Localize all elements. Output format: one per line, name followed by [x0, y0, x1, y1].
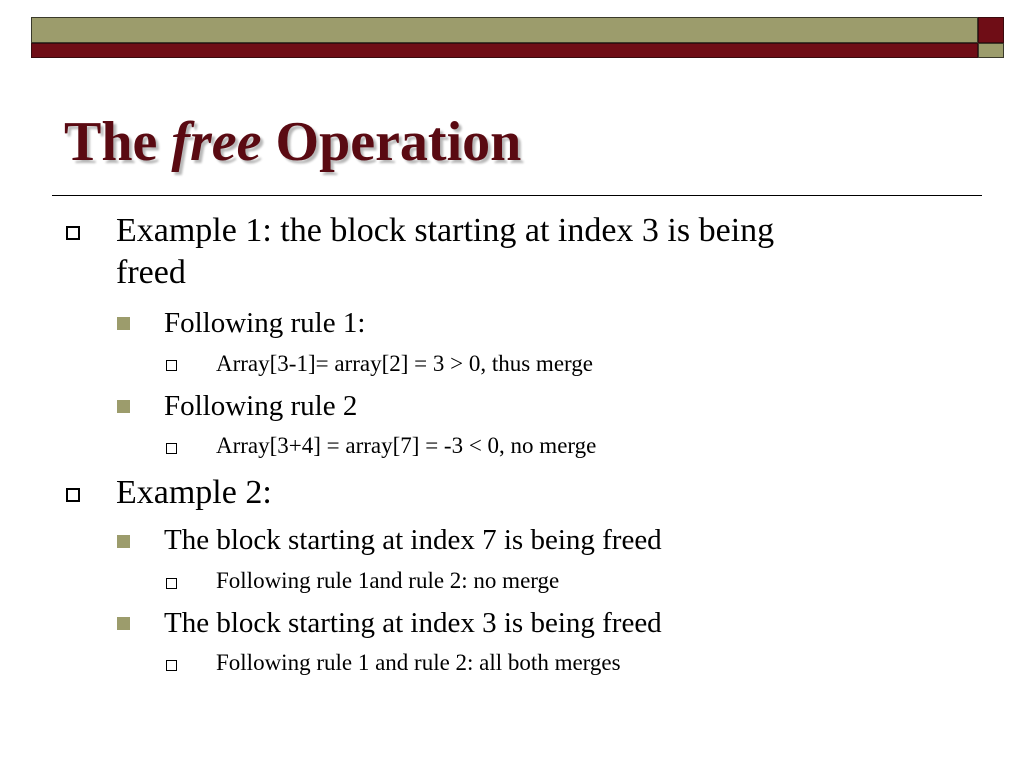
bullet-level2: The block starting at index 3 is being freed: [164, 607, 662, 639]
bullet-level3: Array[3-1]= array[2] = 3 > 0, thus merge: [216, 351, 593, 376]
bullet-level3: Following rule 1 and rule 2: all both merges: [216, 650, 621, 675]
small-hollow-square-bullet-icon: [166, 360, 177, 371]
header-bar-maroon: [31, 43, 978, 58]
title-emphasis: free: [171, 111, 262, 173]
header-square-maroon: [978, 17, 1004, 43]
filled-square-bullet-icon: [117, 617, 130, 630]
title-suffix: Operation: [275, 111, 522, 173]
bullet-level1: Example 2:: [116, 474, 272, 511]
filled-square-bullet-icon: [117, 317, 130, 330]
header-bar-olive: [31, 17, 978, 43]
bullet-level3: Following rule 1and rule 2: no merge: [216, 568, 560, 593]
bullet-level1-line1: Example 1: the block starting at index 3 is being: [116, 212, 775, 249]
bullet-level3: Array[3+4] = array[7] = -3 < 0, no merge: [216, 433, 597, 458]
hollow-square-bullet-icon: [66, 226, 80, 240]
bullet-level2: Following rule 1:: [164, 307, 366, 339]
title-prefix: The: [64, 111, 158, 173]
small-hollow-square-bullet-icon: [166, 578, 177, 589]
bullet-level2: Following rule 2: [164, 390, 358, 422]
filled-square-bullet-icon: [117, 535, 130, 548]
header-square-olive: [978, 43, 1004, 58]
hollow-square-bullet-icon: [66, 488, 80, 502]
small-hollow-square-bullet-icon: [166, 443, 177, 454]
title-divider: [52, 195, 982, 196]
bullet-level2: The block starting at index 7 is being freed: [164, 524, 662, 556]
bullet-level1-line2: freed: [116, 254, 186, 291]
slide-title: [64, 112, 521, 174]
small-hollow-square-bullet-icon: [166, 660, 177, 671]
filled-square-bullet-icon: [117, 400, 130, 413]
